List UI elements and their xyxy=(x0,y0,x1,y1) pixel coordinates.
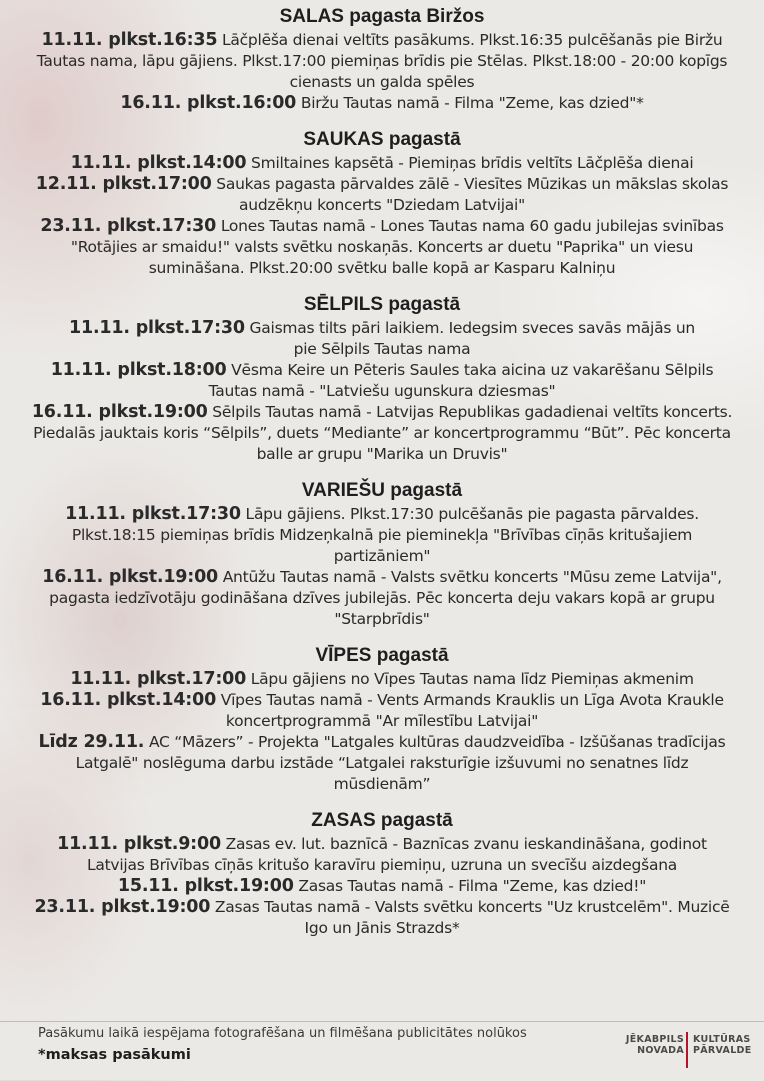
logo-right-text xyxy=(693,1034,752,1056)
event-datetime: 11.11. plkst.17:30 xyxy=(65,504,241,524)
logo-left-line1: JĒKABPILS xyxy=(625,1034,684,1045)
section-saukas xyxy=(0,129,764,279)
event-item xyxy=(0,30,764,93)
event-datetime: 15.11. plkst.19:00 xyxy=(117,876,294,896)
paid-events-note: *maksas pasākumi xyxy=(38,1047,191,1063)
event-item xyxy=(0,690,764,732)
event-item xyxy=(0,153,764,174)
event-datetime: 12.11. plkst.17:00 xyxy=(35,174,212,194)
footer xyxy=(0,1021,764,1081)
event-datetime: 16.11. plkst.16:00 xyxy=(120,93,297,113)
event-item xyxy=(0,834,764,876)
event-text: Gaismas tilts pāri laikiem. Iedegsim sveces savās mājās un pie Sēlpils Tautas nama xyxy=(244,319,695,358)
event-item xyxy=(0,876,764,897)
event-datetime: 11.11. plkst.16:35 xyxy=(41,30,218,50)
section-title: VARIEŠU pagastā xyxy=(301,480,463,501)
event-text: Lāčplēša dienai veltīts pasākums. Plkst.16:35 pulcēšanās pie Biržu Tautas nama, lāpu gājiens. Plkst.17:00 piemiņas brīdis pie Stēlas. Plkst.18:00 - 20:00 kopīgs cienasts un galda spēles xyxy=(36,31,728,91)
program-content xyxy=(0,6,764,954)
event-item xyxy=(0,174,764,216)
event-item xyxy=(0,669,764,690)
event-datetime: 11.11. plkst.18:00 xyxy=(50,360,227,380)
event-datetime: 16.11. plkst.19:00 xyxy=(31,402,208,422)
section-title: VĪPES pagastā xyxy=(315,645,449,666)
footer-note: Pasākumu laikā iespējama fotografēšana un filmēšana publicitātes nolūkos xyxy=(38,1026,527,1041)
event-text: AC “Māzers” - Projekta "Latgales kultūras daudzveidība - Izšūšanas tradīcijas Latgalē" noslēguma darbu izstāde “Latgalei raksturīgie izšuvumi no senatnes līdz mūsdienām” xyxy=(75,733,726,793)
event-text: Zasas Tautas namā - Filma "Zeme, kas dzied!" xyxy=(293,877,647,895)
event-item xyxy=(0,360,764,402)
event-text: Lones Tautas namā - Lones Tautas nama 60 gadu jubilejas svinības "Rotājies ar smaidu!" valsts svētku noskaņās. Koncerts ar duetu "Paprika" un viesu sumināšana. Plkst.20:00 svētku balle kopā ar Kasparu Kalniņu xyxy=(70,217,724,277)
event-item xyxy=(0,93,764,114)
section-zasas xyxy=(0,810,764,939)
event-text: Lāpu gājiens no Vīpes Tautas nama līdz Piemiņas akmenim xyxy=(246,670,694,688)
event-text: Biržu Tautas namā - Filma "Zeme, kas dzied"* xyxy=(296,94,644,112)
event-text: Smiltaines kapsētā - Piemiņas brīdis veltīts Lāčplēša dienai xyxy=(246,154,694,172)
event-datetime: 16.11. plkst.19:00 xyxy=(42,567,219,587)
section-selpils xyxy=(0,294,764,465)
event-text: Lāpu gājiens. Plkst.17:30 pulcēšanās pie pagasta pārvaldes. Plkst.18:15 piemiņas brīdis Midzeņkalnā pie pieminekļa "Brīvības cīņās kritušajiem partizāniem" xyxy=(71,505,699,565)
event-text: Zasas Tautas namā - Valsts svētku koncerts "Uz krustcelēm". Muzicē Igo un Jānis Strazds* xyxy=(210,898,730,937)
section-title: SĒLPILS pagastā xyxy=(303,294,461,315)
event-item xyxy=(0,567,764,630)
event-item xyxy=(0,504,764,567)
event-text: Antūžu Tautas namā - Valsts svētku koncerts "Mūsu zeme Latvija", pagasta iedzīvotāju godināšana dzīves jubilejās. Pēc koncerta deju vakars kopā ar grupu "Starpbrīdis" xyxy=(49,568,722,628)
event-text: Sēlpils Tautas namā - Latvijas Republikas gadadienai veltīts koncerts. Piedalās jauktais koris “Sēlpils”, duets “Mediante” ar koncertprogrammu “Būt”. Pēc koncerta balle ar grupu "Marika un Druvis" xyxy=(33,403,733,463)
culture-administration-logo xyxy=(620,1030,760,1074)
section-title: SAUKAS pagastā xyxy=(303,129,461,150)
event-text: Vīpes Tautas namā - Vents Armands Krauklis un Līga Avota Kraukle koncertprogrammā "Ar mīlestību Latvijai" xyxy=(216,691,724,730)
event-datetime: Līdz 29.11. xyxy=(38,732,145,752)
event-datetime: 11.11. plkst.14:00 xyxy=(70,153,247,173)
event-text: Zasas ev. lut. baznīcā - Baznīcas zvanu ieskandināšana, godinot Latvijas Brīvības cīņās kritušo karavīru piemiņu, uzruna un svecīšu aizdegšana xyxy=(86,835,707,874)
section-salas xyxy=(0,6,764,114)
event-text: Saukas pagasta pārvaldes zālē - Viesītes Mūzikas un mākslas skolas audzēkņu koncerts "Dziedam Latvijai" xyxy=(211,175,729,214)
event-datetime: 16.11. plkst.14:00 xyxy=(40,690,217,710)
event-datetime: 11.11. plkst.9:00 xyxy=(57,834,221,854)
logo-right-line2: PĀRVALDE xyxy=(693,1045,752,1056)
section-vipes xyxy=(0,645,764,795)
logo-right-line1: KULTŪRAS xyxy=(693,1034,751,1045)
section-variesu xyxy=(0,480,764,630)
logo-divider-bar xyxy=(686,1032,688,1068)
logo-left-text xyxy=(626,1034,684,1056)
section-title: ZASAS pagastā xyxy=(311,810,453,831)
event-text: Vēsma Keire un Pēteris Saules taka aicina uz vakarēšanu Sēlpils Tautas namā - "Latviešu ugunskura dziesmas" xyxy=(208,361,714,400)
event-item xyxy=(0,402,764,465)
event-datetime: 11.11. plkst.17:00 xyxy=(70,669,247,689)
event-item xyxy=(0,732,764,795)
event-datetime: 11.11. plkst.17:30 xyxy=(69,318,245,338)
event-item xyxy=(0,216,764,279)
event-datetime: 23.11. plkst.19:00 xyxy=(34,897,211,917)
logo-left-line2: NOVADA xyxy=(637,1045,684,1056)
event-item xyxy=(0,897,764,939)
event-item xyxy=(0,318,764,360)
event-datetime: 23.11. plkst.17:30 xyxy=(40,216,217,236)
section-title: SALAS pagasta Biržos xyxy=(279,6,485,27)
